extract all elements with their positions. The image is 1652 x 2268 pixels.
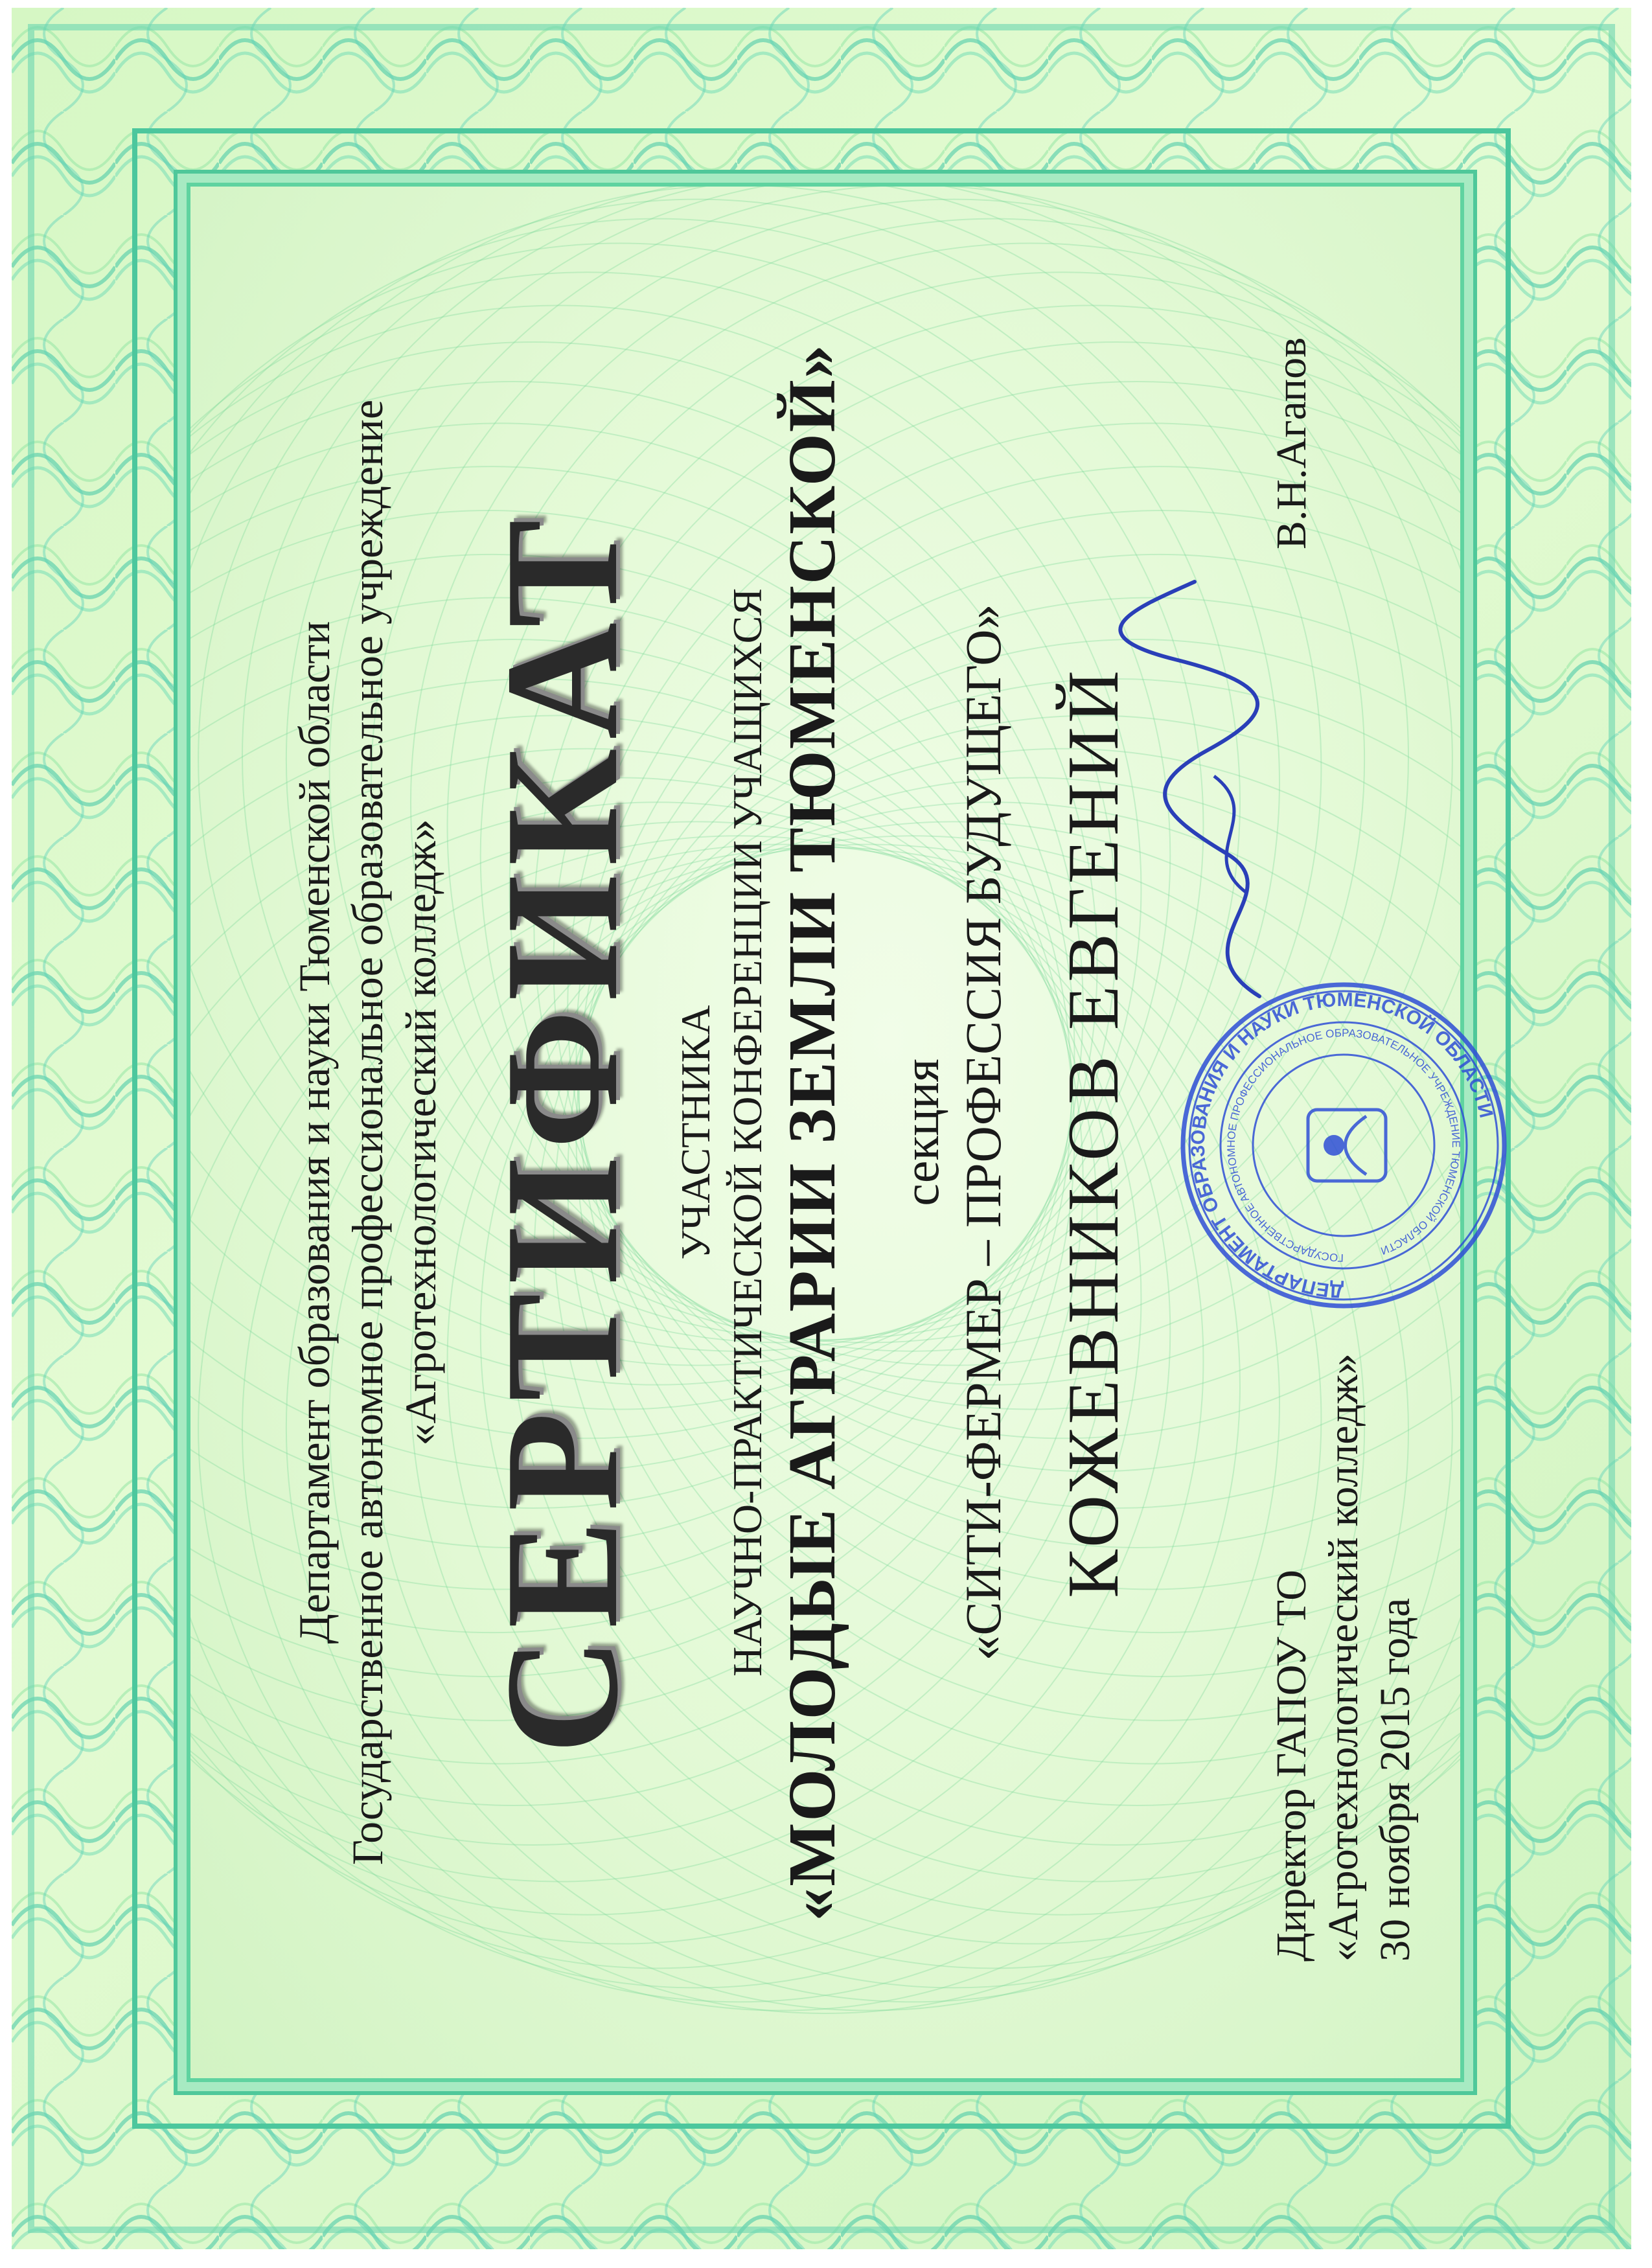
director-name: В.Н.Агапов: [1268, 337, 1315, 549]
participant-label: УЧАСТНИКА: [672, 1005, 718, 1260]
conference-type: НАУЧНО-ПРАКТИЧЕСКОЙ КОНФЕРЕНЦИИ УЧАЩИХСЯ: [724, 588, 770, 1677]
official-stamp: [1175, 977, 1512, 1314]
issue-date: 30 ноября 2015 года: [1371, 1598, 1419, 1962]
section-label: секция: [893, 1059, 949, 1206]
recipient-name: КОЖЕВНИКОВ ЕВГЕНИЙ: [1053, 667, 1134, 1598]
director-title-2: «Агротехнологический колледж»: [1320, 1353, 1367, 1962]
director-title-1: Директор ГАПОУ ТО: [1268, 1570, 1315, 1962]
org-line-3: «Агротехнологический колледж»: [396, 819, 445, 1446]
section-name: «СИТИ-ФЕРМЕР – ПРОФЕССИЯ БУДУЩЕГО»: [955, 604, 1011, 1661]
conference-name: «МОЛОДЫЕ АГРАРИИ ЗЕМЛИ ТЮМЕНСКОЙ»: [775, 343, 849, 1921]
stamp-outer-text: ДЕПАРТАМЕНТ ОБРАЗОВАНИЯ И НАУКИ ТЮМЕНСКОЙ ОБЛАСТИ: [1187, 989, 1497, 1302]
signature: [1097, 569, 1305, 1022]
certificate-sheet: [12, 8, 1631, 2249]
certificate-body: [187, 183, 1497, 2082]
org-line-2: Государственное автономное профессиональное образовательное учреждение: [343, 399, 392, 1866]
stamp-inner-text: ГОСУДАРСТВЕННОЕ АВТОНОМНОЕ ПРОФЕССИОНАЛЬНОЕ ОБРАЗОВАТЕЛЬНОЕ УЧРЕЖДЕНИЕ ТЮМЕНСКОЙ ОБЛАСТИ: [1224, 1026, 1463, 1265]
org-line-1: Департамент образования и науки Тюменской области: [290, 621, 339, 1644]
certificate-title: СЕРТИФИКАТ: [472, 510, 652, 1755]
director-block: [1266, 1353, 1421, 1962]
